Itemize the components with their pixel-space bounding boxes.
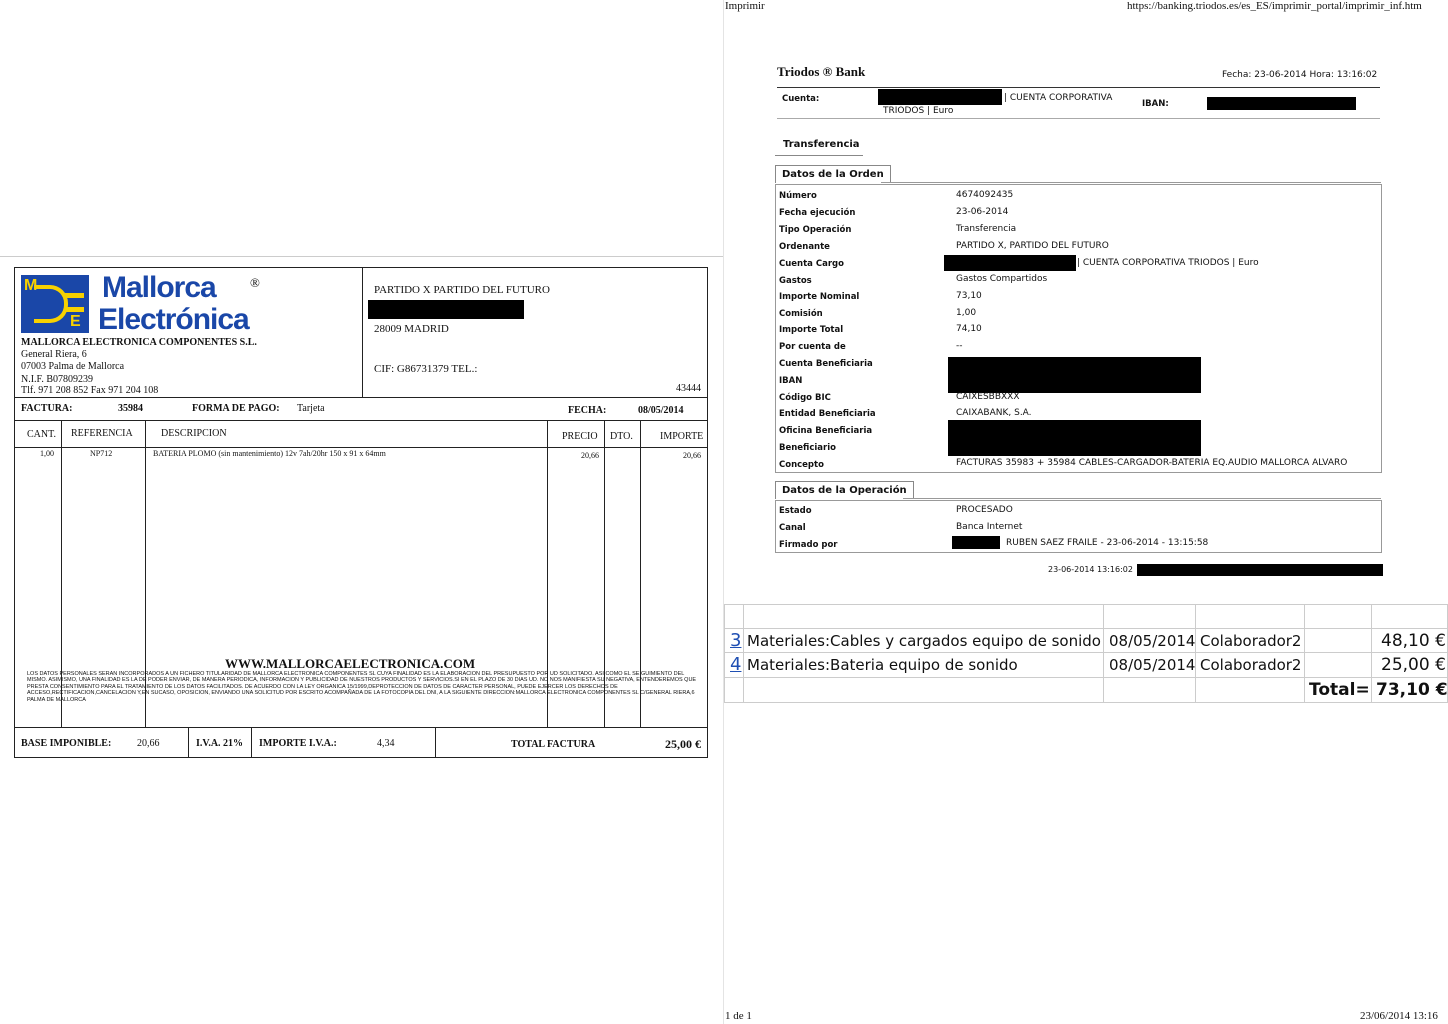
field-label: Firmado por — [779, 540, 838, 550]
field-label: Canal — [779, 523, 806, 533]
total-value: 25,00 € — [665, 737, 701, 751]
divider — [881, 182, 1381, 183]
field-value: 73,10 — [956, 291, 982, 301]
rule-line — [724, 604, 725, 703]
col-precio: PRECIO — [562, 431, 598, 442]
divider — [777, 118, 1380, 119]
line-cant: 1,00 — [40, 449, 54, 458]
field-label: Número — [779, 191, 817, 201]
field-label: Entidad Beneficiaria — [779, 409, 876, 419]
field-value: Gastos Compartidos — [956, 274, 1048, 284]
field-value: PARTIDO X, PARTIDO DEL FUTURO — [956, 241, 1109, 251]
rule-line — [1304, 604, 1305, 703]
print-header-url: https://banking.triodos.es/es_ES/imprimir_portal/imprimir_inf.htm — [1127, 0, 1422, 12]
page-divider — [723, 0, 724, 1024]
field-label: Concepto — [779, 460, 824, 470]
row-date: 08/05/2014 — [1109, 632, 1196, 650]
rule-line — [64, 307, 84, 312]
rule-line — [251, 727, 252, 757]
section-orden-title: Datos de la Orden — [775, 165, 891, 183]
divider — [775, 155, 863, 156]
logo-word-2: Electrónica — [98, 303, 249, 336]
expense-table — [724, 604, 1448, 703]
fecha-label: FECHA: — [568, 405, 607, 416]
redacted-beneficiary-account — [948, 357, 1201, 393]
field-value: 1,00 — [956, 308, 977, 318]
iva-importe-value: 4,34 — [377, 738, 395, 749]
row-amount: 48,10 € — [1381, 631, 1446, 651]
rule-line — [14, 267, 15, 757]
rule-line — [435, 727, 436, 757]
print-header-left: Imprimir — [725, 0, 765, 12]
field-label: Oficina Beneficiaria — [779, 426, 873, 436]
rule-line — [188, 727, 189, 757]
rule-line — [64, 293, 84, 298]
field-label: Tipo Operación — [779, 225, 852, 235]
rule-line — [724, 677, 1448, 678]
divider — [777, 87, 1380, 88]
company-street: General Riera, 6 — [21, 349, 87, 360]
base-label: BASE IMPONIBLE: — [21, 738, 112, 749]
line-desc: BATERIA PLOMO (sin mantenimiento) 12v 7ah/20hr 150 x 91 x 64mm — [153, 449, 386, 458]
redacted-cuenta — [878, 89, 1002, 105]
col-descripcion: DESCRIPCION — [161, 428, 227, 439]
rule-line — [14, 757, 708, 758]
bank-logo: Triodos ® Bank — [777, 64, 866, 79]
rule-line — [707, 267, 708, 757]
row-concept: Materiales:Bateria equipo de sonido — [747, 656, 1018, 674]
print-footer-left: 1 de 1 — [725, 1010, 752, 1022]
field-label: Fecha ejecución — [779, 208, 856, 218]
field-value: FACTURAS 35983 + 35984 CABLES-CARGADOR-BATERIA EQ.AUDIO MALLORCA ALVARO — [956, 458, 1348, 468]
company-city: 07003 Palma de Mallorca — [21, 361, 125, 372]
print-stamp: 23-06-2014 13:16:02 — [1048, 565, 1133, 574]
company-name: MALLORCA ELECTRONICA COMPONENTES S.L. — [21, 337, 257, 348]
cuenta-value-2: TRIODOS | Euro — [883, 106, 954, 116]
redacted-signer — [952, 536, 1000, 549]
rule-line — [34, 285, 68, 323]
invoice-scan — [0, 256, 724, 770]
iva-label: I.V.A. 21% — [196, 738, 244, 749]
divider — [903, 498, 1381, 499]
rule-line — [724, 702, 1448, 703]
total-label: TOTAL FACTURA — [511, 739, 596, 750]
fecha-value: 08/05/2014 — [638, 405, 684, 416]
row-concept: Materiales:Cables y cargados equipo de sonido — [747, 632, 1101, 650]
rule-line — [14, 727, 708, 728]
rule-line — [724, 628, 1448, 629]
fecha-hora: Fecha: 23-06-2014 Hora: 13:16:02 — [1222, 70, 1378, 80]
row-number-link[interactable]: 3 — [730, 630, 742, 651]
factura-number: 35984 — [118, 403, 143, 414]
row-amount: 25,00 € — [1381, 655, 1446, 675]
rule-line — [14, 267, 708, 268]
field-value: CAIXABANK, S.A. — [956, 408, 1032, 418]
field-value: Transferencia — [956, 224, 1017, 234]
row-who: Colaborador2 — [1200, 656, 1302, 674]
field-label: Por cuenta de — [779, 342, 846, 352]
tab-transferencia[interactable]: Transferencia — [783, 139, 860, 150]
cuenta-label: Cuenta: — [782, 94, 820, 104]
website: WWW.MALLORCAELECTRONICA.COM — [225, 656, 476, 671]
field-value: CAIXESBBXXX — [956, 392, 1020, 402]
logo-letter-e: E — [70, 313, 81, 330]
privacy-disclaimer: LOS DATOS PERSONALES SERAN INCORPORADOS A UN FICHERO TITULARIDAD DE MALLORCA ELECTRONICA COMPONENTES SL CUYA FINALIDAD ES LA ELABORACION DEL PRESUPUESTO POR UD SOLICITADO. ASI COMO EL SE GUIMIENTO DEL MISMO. ASIMISMO, UNA FINALIDAD ES LA DE PODER ENVIAR, DE MANERA PERIODICA, INFORMACION Y PUBLICIDAD DE NUESTROS PRODUCTOS Y SERVICIOS.SI EN EL PLAZO DE 30 DIAS UD. NO NOS MANIFIESTA SU NEGATIVA, ENTENDEREMOS QUE PRESTA CONSENTIMIENTO PARA EL TRATAMIENTO DE LOS DATOS FACILITADOS. DE ACUERDO CON LA LEY ORGANICA 15/1999,DEPROTECCION DE DATOS DE CARACTER PERSONAL, PUEDE EJERCER LOS DERECHOS DE ACCESO,RECTIFICACION,CANCELACION Y,EN SUCASO, OPOSICION, ENVIANDO UNA SOLICITUD POR ESCRITO ACOMPAÑADA DE LA FOTOCOPIA DEL DNI, A LA SIGUIENTE DIRECCION:MALLORCA ELECTRONICA COMPONENTES SL C/GENERAL RIERA,6 PALMA DE MALLORCA — [27, 671, 697, 703]
field-value: 23-06-2014 — [956, 207, 1009, 217]
field-value: Banca Internet — [956, 522, 1023, 532]
logo-letter-m: M — [24, 277, 38, 294]
rule-line — [724, 652, 1448, 653]
rule-line — [14, 397, 708, 398]
field-label: Estado — [779, 506, 812, 516]
field-label: Cuenta Cargo — [779, 259, 844, 269]
redacted-beneficiary — [948, 420, 1201, 456]
customer-cif: CIF: G86731379 TEL.: — [374, 363, 478, 375]
rule-line — [362, 267, 363, 397]
redacted-iban — [1207, 97, 1356, 110]
field-value: RUBEN SAEZ FRAILE - 23-06-2014 - 13:15:58 — [1006, 538, 1209, 548]
line-precio: 20,66 — [581, 451, 599, 460]
field-label: Importe Total — [779, 325, 844, 335]
base-value: 20,66 — [137, 738, 160, 749]
field-label: Comisión — [779, 309, 823, 319]
iban-label: IBAN: — [1142, 99, 1169, 109]
pago-label: FORMA DE PAGO: — [192, 403, 280, 414]
row-number-link[interactable]: 4 — [730, 654, 742, 675]
redacted-address — [368, 300, 524, 319]
customer-city: 28009 MADRID — [374, 323, 449, 335]
print-footer-right: 23/06/2014 13:16 — [1360, 1010, 1438, 1022]
field-label: IBAN — [779, 376, 803, 386]
company-phones: Tlf. 971 208 852 Fax 971 204 108 — [21, 385, 159, 396]
factura-label: FACTURA: — [21, 403, 73, 414]
iva-importe-label: IMPORTE I.V.A.: — [259, 738, 337, 749]
rule-line — [1371, 604, 1372, 703]
row-date: 08/05/2014 — [1109, 656, 1196, 674]
field-value: PROCESADO — [956, 505, 1013, 515]
field-label: Ordenante — [779, 242, 830, 252]
field-value: 4674092435 — [956, 190, 1014, 200]
company-nif: N.I.F. B07809239 — [21, 374, 93, 385]
total-amount: 73,10 € — [1376, 680, 1448, 700]
logo-word-1: Mallorca — [102, 271, 216, 304]
redacted-cuenta-cargo — [944, 255, 1076, 271]
col-referencia: REFERENCIA — [71, 428, 133, 439]
field-label: Beneficiario — [779, 443, 836, 453]
customer-number: 43444 — [676, 383, 701, 394]
col-dto: DTO. — [610, 431, 633, 442]
total-label: Total= — [1309, 680, 1370, 700]
pago-value: Tarjeta — [297, 403, 325, 414]
field-label: Importe Nominal — [779, 292, 860, 302]
field-label: Código BIC — [779, 393, 831, 403]
field-label: Gastos — [779, 276, 812, 286]
field-value: 74,10 — [956, 324, 982, 334]
customer-name: PARTIDO X PARTIDO DEL FUTURO — [374, 284, 550, 296]
section-operacion-title: Datos de la Operación — [775, 481, 914, 499]
registered-mark: ® — [250, 275, 260, 290]
field-value: | CUENTA CORPORATIVA TRIODOS | Euro — [1077, 258, 1259, 268]
rule-line — [724, 604, 1448, 605]
row-who: Colaborador2 — [1200, 632, 1302, 650]
cuenta-value-1: | CUENTA CORPORATIVA — [1004, 93, 1113, 103]
line-ref: NP712 — [90, 449, 113, 458]
field-value: -- — [956, 341, 963, 351]
line-importe: 20,66 — [683, 451, 701, 460]
col-importe: IMPORTE — [660, 431, 704, 442]
rule-line — [1103, 604, 1104, 703]
rule-line — [743, 604, 744, 703]
col-cant: CANT. — [27, 429, 56, 440]
redacted-stamp — [1137, 564, 1383, 576]
field-label: Cuenta Beneficiaria — [779, 359, 873, 369]
rule-line — [1195, 604, 1196, 703]
